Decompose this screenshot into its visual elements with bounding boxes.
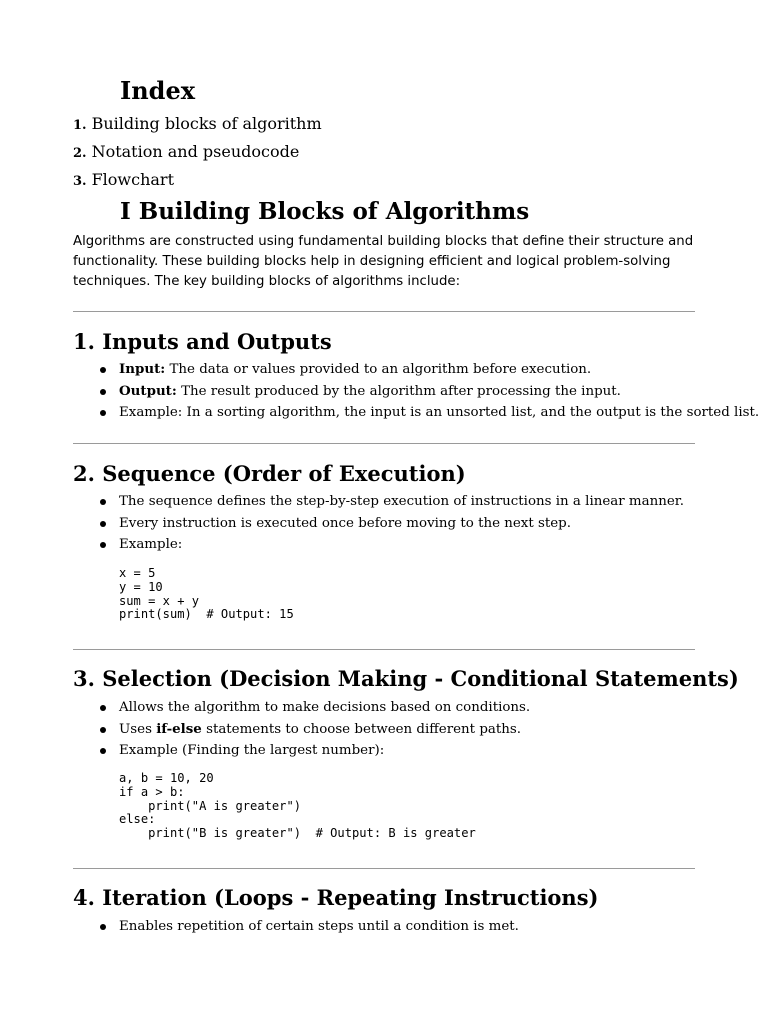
index-number: 2. [73, 146, 87, 161]
list-item-text: The result produced by the algorithm after processing the input. [176, 383, 621, 399]
index-item [73, 168, 322, 196]
bullet-icon [100, 389, 106, 395]
bold-term: if-else [156, 720, 202, 737]
list-item-text: The sequence defines the step-by-step execution of instructions in a linear manner. [119, 494, 684, 509]
bullet-icon [100, 705, 106, 711]
list-item [73, 513, 723, 535]
bullet-icon [100, 748, 106, 754]
section-heading: 4. Iteration (Loops - Repeating Instructions) [73, 885, 599, 910]
bullet-icon [100, 727, 106, 733]
bullet-list [73, 359, 760, 424]
list-item [73, 916, 723, 938]
list-item-text: Allows the algorithm to make decisions based on conditions. [119, 700, 531, 715]
list-item-text: Example: In a sorting algorithm, the input is an unsorted list, and the output is the sorted list. [119, 405, 760, 420]
list-item-text: statements to choose between different paths. [201, 721, 522, 737]
list-item [73, 697, 723, 719]
bullet-icon [100, 499, 106, 505]
index-label: Building blocks of algorithm [91, 114, 322, 133]
divider [73, 311, 695, 312]
code-block: x = 5 y = 10 sum = x + y print(sum) # Output: 15 [119, 566, 294, 622]
index-number: 3. [73, 174, 87, 189]
list-item-text: The data or values provided to an algorithm before execution. [165, 362, 592, 377]
bullet-list [73, 916, 723, 938]
divider [73, 649, 695, 650]
part-title: I Building Blocks of Algorithms [120, 198, 530, 225]
index-number: 1. [73, 118, 87, 133]
list-item [73, 359, 723, 381]
intro-paragraph: Algorithms are constructed using fundamental building blocks that define their structure and functionality. These building blocks help in designing efficient and logical problem-solving techniques. The key building blocks of algorithms include: [73, 234, 694, 289]
index-label: Notation and pseudocode [91, 142, 300, 161]
section-heading: 3. Selection (Decision Making - Conditional Statements) [73, 666, 739, 691]
list-item [73, 491, 723, 513]
index-title: Index [120, 76, 196, 105]
bullet-list [73, 697, 723, 762]
bullet-icon [100, 521, 106, 527]
section-heading: 1. Inputs and Outputs [73, 329, 332, 354]
list-item-text: Example (Finding the largest number): [119, 743, 385, 758]
index-item [73, 112, 322, 140]
bullet-icon [100, 542, 106, 548]
bullet-icon [100, 924, 106, 930]
list-item-text: Example: [119, 537, 183, 552]
index-list [73, 112, 322, 196]
index-item [73, 140, 322, 168]
list-item-prefix: Uses [119, 721, 157, 737]
bullet-icon [100, 410, 106, 416]
list-item-text: Every instruction is executed once before moving to the next step. [119, 515, 571, 531]
list-item-text: Enables repetition of certain steps until a condition is met. [119, 919, 519, 934]
bullet-icon [100, 367, 106, 373]
divider [73, 868, 695, 869]
list-item [73, 381, 723, 403]
index-label: Flowchart [91, 170, 175, 189]
bullet-list [73, 491, 723, 556]
bold-term: Input: [119, 361, 166, 377]
list-item [73, 740, 723, 762]
divider [73, 443, 695, 444]
list-item [73, 719, 723, 741]
list-item [73, 534, 723, 556]
code-block: a, b = 10, 20 if a > b: print("A is greater") else: print("B is greater") # Output: B is greater [119, 771, 476, 841]
bold-term: Output: [119, 382, 177, 399]
list-item [73, 402, 760, 424]
section-heading: 2. Sequence (Order of Execution) [73, 461, 466, 486]
